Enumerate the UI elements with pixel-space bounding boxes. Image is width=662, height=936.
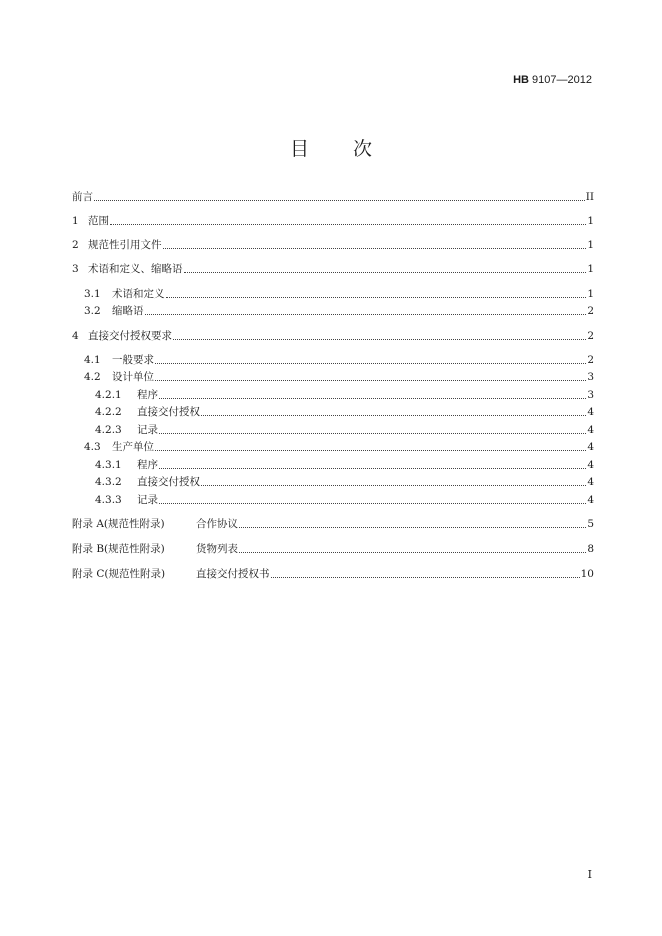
toc-entry[interactable] (72, 189, 594, 205)
toc-entry-title: 直接交付授权书 (196, 568, 270, 580)
toc-entry-title: 前言 (72, 191, 93, 203)
toc-entry[interactable] (72, 213, 594, 229)
toc-entry[interactable] (95, 404, 594, 420)
document-code-prefix: HB (513, 74, 529, 86)
toc-leader-dots (155, 449, 586, 451)
toc-entry-page: 1 (587, 239, 594, 251)
toc-entry-title: 设计单位 (112, 371, 154, 383)
toc-entry-number: 4.1 (84, 354, 101, 366)
toc-entry-page: 1 (587, 263, 594, 275)
toc-entry-page: 2 (587, 354, 594, 366)
toc-leader-dots (201, 484, 586, 486)
toc-entry-number: 附录 B(规范性附录) (72, 543, 165, 555)
toc-entry[interactable] (84, 286, 594, 302)
toc-leader-dots (145, 313, 587, 315)
toc-entry-title: 直接交付授权 (137, 476, 200, 488)
toc-leader-dots (239, 551, 586, 553)
toc-entry-number: 4.3.1 (95, 459, 122, 471)
toc-entry-title: 程序 (137, 389, 158, 401)
toc-leader-dots (155, 362, 586, 364)
toc-entry[interactable] (95, 387, 594, 403)
toc-entry-number: 4.2.2 (95, 406, 122, 418)
toc-entry[interactable] (72, 566, 594, 582)
toc-entry-number: 4.2.3 (95, 424, 122, 436)
toc-entry-number: 4.3 (84, 441, 101, 453)
toc-entry-page: 4 (587, 494, 594, 506)
toc-entry-page: 4 (587, 459, 594, 471)
toc-entry-title: 货物列表 (196, 543, 238, 555)
toc-entry-title: 记录 (137, 494, 158, 506)
toc-entry-page: 4 (587, 424, 594, 436)
toc-entry-number: 附录 C(规范性附录) (72, 568, 166, 580)
document-code-number: 9107—2012 (532, 74, 592, 86)
toc-entry-number: 1 (72, 215, 79, 227)
toc-leader-dots (184, 271, 587, 273)
toc-entry-number: 4.3.3 (95, 494, 122, 506)
toc-entry-number: 附录 A(规范性附录) (72, 518, 165, 530)
toc-leader-dots (159, 432, 586, 434)
toc-entry-number: 4.3.2 (95, 476, 122, 488)
toc-entry-number: 4.2 (84, 371, 101, 383)
toc-entry-number: 3.2 (84, 305, 101, 317)
toc-entry-number: 2 (72, 239, 79, 251)
toc-entry-page: 2 (587, 305, 594, 317)
toc-entry[interactable] (72, 261, 594, 277)
toc-entry[interactable] (95, 474, 594, 490)
toc-leader-dots (94, 199, 585, 201)
toc-entry-page: 4 (587, 441, 594, 453)
toc-leader-dots (201, 414, 586, 416)
toc-leader-dots (239, 526, 586, 528)
toc-entry-title: 记录 (137, 424, 158, 436)
toc-entry[interactable] (95, 492, 594, 508)
toc-entry-number: 4 (72, 330, 79, 342)
toc-entry-page: 1 (587, 215, 594, 227)
toc-entry-title: 范围 (88, 215, 109, 227)
toc-leader-dots (159, 397, 586, 399)
toc-entry-page: 1 (587, 288, 594, 300)
toc-entry[interactable] (84, 369, 594, 385)
toc-leader-dots (271, 576, 580, 578)
toc-leader-dots (163, 247, 587, 249)
toc-entry-title: 缩略语 (112, 305, 144, 317)
page-title-right: 次 (353, 138, 373, 160)
toc-entry-title: 规范性引用文件 (88, 239, 162, 251)
toc-leader-dots (110, 223, 586, 225)
page-title-left: 目 (289, 138, 309, 160)
toc-leader-dots (166, 296, 587, 298)
page-title (0, 134, 662, 161)
toc-entry-page: 3 (587, 389, 594, 401)
toc-entry-page: 4 (587, 406, 594, 418)
toc-entry-title: 生产单位 (112, 441, 154, 453)
toc-entry-title: 合作协议 (196, 518, 238, 530)
toc-leader-dots (159, 467, 586, 469)
toc-entry[interactable] (72, 328, 594, 344)
toc-entry[interactable] (72, 516, 594, 532)
toc-entry-page: 3 (587, 371, 594, 383)
toc-entry-page: 10 (580, 568, 594, 580)
toc-entry[interactable] (84, 439, 594, 455)
toc-leader-dots (159, 502, 586, 504)
toc-entry-title: 程序 (137, 459, 158, 471)
toc-entry-title: 直接交付授权 (137, 406, 200, 418)
toc-entry-page: 5 (587, 518, 594, 530)
toc-entry-number: 3 (72, 263, 79, 275)
toc-entry-page: 2 (587, 330, 594, 342)
toc-entry[interactable] (72, 541, 594, 557)
toc-leader-dots (155, 379, 586, 381)
toc-entry-title: 术语和定义 (112, 288, 165, 300)
toc-entry[interactable] (72, 237, 594, 253)
toc-entry-number: 4.2.1 (95, 389, 122, 401)
toc-entry-title: 术语和定义、缩略语 (88, 263, 183, 275)
document-code-header (513, 74, 592, 86)
toc-entry-title: 一般要求 (112, 354, 154, 366)
toc-entry-page: II (585, 191, 594, 203)
toc-entry[interactable] (84, 303, 594, 319)
toc-entry-title: 直接交付授权要求 (88, 330, 172, 342)
toc-entry[interactable] (95, 422, 594, 438)
toc-entry[interactable] (84, 352, 594, 368)
toc-leader-dots (173, 338, 586, 340)
page-number: I (587, 868, 592, 881)
toc-entry-number: 3.1 (84, 288, 101, 300)
toc-entry-page: 8 (587, 543, 594, 555)
toc-entry[interactable] (95, 457, 594, 473)
toc-entry-page: 4 (587, 476, 594, 488)
